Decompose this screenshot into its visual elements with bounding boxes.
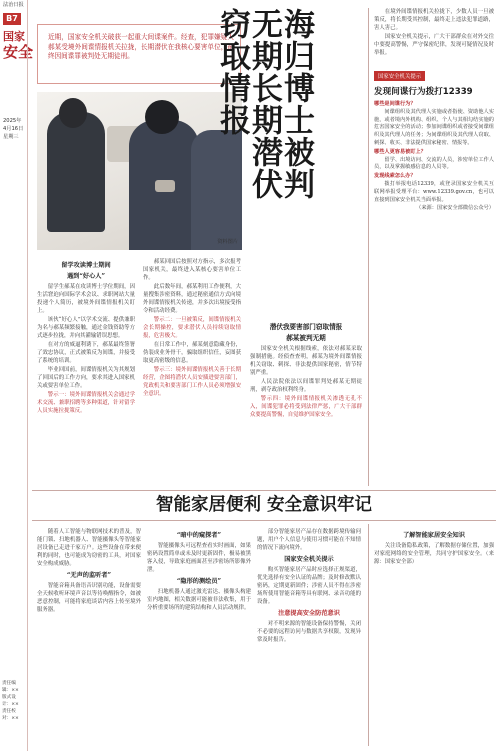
figure-right (191, 130, 242, 250)
lead-text: 近期，国家安全机关破获一起重大间谍案件。经查，犯罪嫌疑人郝某受境外间谍情报机关拉拢，长期潜伏在我核心要害单位，最终因间谍罪被判处无期徒刑。 (48, 33, 234, 61)
bottom-subtitle: “暗中的窥探者” (176, 532, 222, 539)
bottom-paragraph: 关注设备隐私政策，了解数据存储位置，加强对家庭网络的安全管理，共同守护国家安全。（来源：国家安全部） (374, 543, 494, 565)
story-b (143, 258, 241, 483)
right-paragraph: 国家安全机关提示，广大干部群众在对外交往中要提高警惕，严守保密纪律，发现可疑情况及时举报。 (374, 34, 494, 56)
bottom-paragraph: 部分智能家居产品存在数据跨境传输问题，用户个人信息与使用习惯可能在不知情的情况下流向境外。 (257, 529, 361, 551)
qa-question: 哪些是间谍行为？ (374, 101, 416, 107)
section-title-2: 安全 (3, 43, 34, 61)
figure-left (47, 112, 105, 232)
story-b-warning: 警示二：一旦被策反，间谍情报机关会长期操控，要求潜伏人员持续窃取情报，危害极大。 (143, 317, 241, 339)
bottom-paragraph: 智能音箱具备语音识别功能，设备需要全天候收听环境声音以等待唤醒指令，如被恶意控制，可能将家庭谈话内容上传至境外服务器。 (37, 583, 141, 613)
issue-year: 2025年 (3, 118, 22, 124)
headline-line-2: 长期潜伏窃取情报 (214, 8, 282, 200)
story-c-paragraph: 人民法院依法以间谍罪判处郝某无期徒刑，剥夺政治权利终身。 (250, 379, 362, 393)
bottom-subtitle: “无声的监听者” (66, 572, 112, 579)
bottom-col-2 (147, 528, 251, 746)
hotline-title: 发现间谍行为拨打12339 (374, 87, 473, 97)
story-c (250, 320, 362, 483)
headline-line-1: 海归博士被判无期 (246, 8, 314, 200)
issue-date: 4月16日 (3, 126, 24, 132)
bottom-paragraph: 扫地机器人通过激光雷达、摄像头构建室内地图，相关数据可能被非法收集，用于分析重要场所的建筑结构和人员活动规律。 (147, 589, 251, 611)
article-photo (37, 92, 242, 250)
story-b-warning: 警示三：境外间谍情报机关善于长期经营，企图将潜伏人员安插进要害部门，党政机关和要害部门工作人员必须增强安全意识。 (143, 367, 241, 397)
bottom-col-4 (374, 528, 494, 746)
story-c-warning: 警示四：境外间谍情报机关渗透无孔不入，间谍犯罪必将受到法律严惩，广大干部群众要提高警惕，自觉维护国家安全。 (250, 396, 362, 418)
story-a-paragraph: 留学生郝某在攻读博士学位期间，因生活窘迫向国际学术会议、求职网站大量投递个人简历，被境外间谍情报机关盯上。 (37, 284, 135, 314)
section-title-1: 国家 (3, 30, 25, 43)
story-a-paragraph: 毕业回国前，间谍情报机关为其规划了回国后的工作方向，要求其进入国家机关或要害单位工作。 (37, 367, 135, 389)
bottom-subtitle: 了解智能家居安全知识 (403, 532, 465, 539)
headline (214, 8, 314, 208)
right-column (374, 8, 494, 486)
qa-answer: 间谍组织及其代理人实施或者指使、资助他人实施，或者境内外机构、组织、个人与其相勾结实施的危害国家安全的活动；参加间谍组织或者接受间谍组织及其代理人的任务；为间谍组织及其代理人窃取、刺探、收买、非法提供国家秘密、情报等。 (374, 108, 494, 146)
paper-name: 法治日报 (3, 2, 24, 8)
lead-box (37, 24, 241, 84)
issue-weekday: 星期三 (3, 134, 19, 140)
qa-answer: 拨打举报电话12339，或登录国家安全机关互联网举报受理平台：www.12339.gov.cn，也可以直接到国家安全机关当面举报。 (374, 180, 494, 203)
story-b-paragraph: 在日常工作中，郝某刻意隐藏身份，伪装成业务骨干，骗取组织信任，妄图获取更高密级的信息。 (143, 342, 241, 364)
notice-label: 国家安全机关提示 (374, 71, 425, 81)
photo-credit: 资料图片 (217, 239, 238, 246)
story-c-title-2: 郝某被判无期 (286, 334, 326, 342)
qa-question: 发现线索怎么办？ (374, 173, 416, 180)
editor-credits: 责任编辑：×× 版式设计：×× 责任校对：×× (2, 681, 19, 721)
story-a-warning: 警示一：境外间谍情报机关会通过学术交流、兼职招聘等多种渠道，针对留学人员实施拉拢策反。 (37, 392, 135, 414)
bottom-subtitle: 国家安全机关提示 (284, 556, 334, 563)
qa-question: 哪些人更容易被盯上？ (374, 148, 426, 155)
bottom-paragraph: 智能摄像头可远程查看实时画面，如果密码设置简单或未及时更新固件，极易被黑客入侵，导致家庭画面甚至涉密场所影像外泄。 (147, 543, 251, 573)
story-b-paragraph: 郝某回国后按照对方指示，多次报考国家机关，最终进入某核心要害单位工作。 (143, 259, 241, 281)
right-paragraph: 在境外间谍情报机关拉拢下，少数人员一旦被策反，将长期受其控制，最终走上违法犯罪道路，害人害己。 (374, 9, 494, 31)
story-a (37, 258, 135, 483)
story-a-title-2: 遇到“好心人” (66, 273, 106, 280)
story-a-paragraph: 该伙“好心人”以学术交流、提供兼职为名与郝某频繁接触，通过金钱资助等方式逐步拉拢，并向其灌输错误思想。 (37, 317, 135, 339)
story-b-paragraph: 此后数年间，郝某利用工作便利，大量搜集涉密资料，通过秘密通信方式向境外间谍情报机关传递，并多次出境接受指令和活动经费。 (143, 284, 241, 314)
bottom-intro: 随着人工智能与物联网技术的普及，智能门锁、扫地机器人、智能摄像头等智能家居设备已走进千家万户。这些设备在带来便利的同时，也可能成为窃密的工具，对国家安全构成威胁。 (37, 529, 141, 567)
bottom-subtitle: “隐形的测绘员” (176, 578, 222, 585)
qa-answer: 留学、出境访问、交流的人员，涉密单位工作人员，以及掌握敏感信息的人员等。 (374, 156, 494, 171)
bottom-col-1 (37, 528, 141, 746)
bottom-paragraph: 对不明来源的智能设备保持警惕，关闭不必要的远程访问与数据共享权限，发现异常及时报告。 (257, 621, 361, 643)
story-c-title-1: 潜伏我要害部门窃取情报 (269, 323, 343, 331)
story-a-title-1: 留学攻读博士期间 (61, 262, 111, 269)
bottom-col-3 (257, 528, 361, 746)
story-c-paragraph: 国家安全机关根据线索，依法对郝某采取强制措施。经侦查查明，郝某为境外间谍情报机关窃取、刺探、非法提供国家秘密，情节特别严重。 (250, 346, 362, 376)
story-a-paragraph: 在对方的威逼利诱下，郝某最终签署了效忠协议，正式被策反为间谍，并接受了系统的培训。 (37, 342, 135, 364)
page-number: B7 (3, 13, 21, 25)
source-note: （来源：国家安全部微信公众号） (416, 205, 494, 212)
bottom-subtitle: 注意提高安全防范意识 (278, 610, 340, 617)
headline-2: 智能家居便利 安全意识牢记 (155, 495, 373, 515)
bottom-paragraph: 购买智能家居产品时应选择正规渠道，优先选择有安全认证的品牌；及时修改默认密码，定期更新固件；涉密人员不得在涉密场所使用智能音箱等具有联网、录音功能的设备。 (257, 567, 361, 605)
